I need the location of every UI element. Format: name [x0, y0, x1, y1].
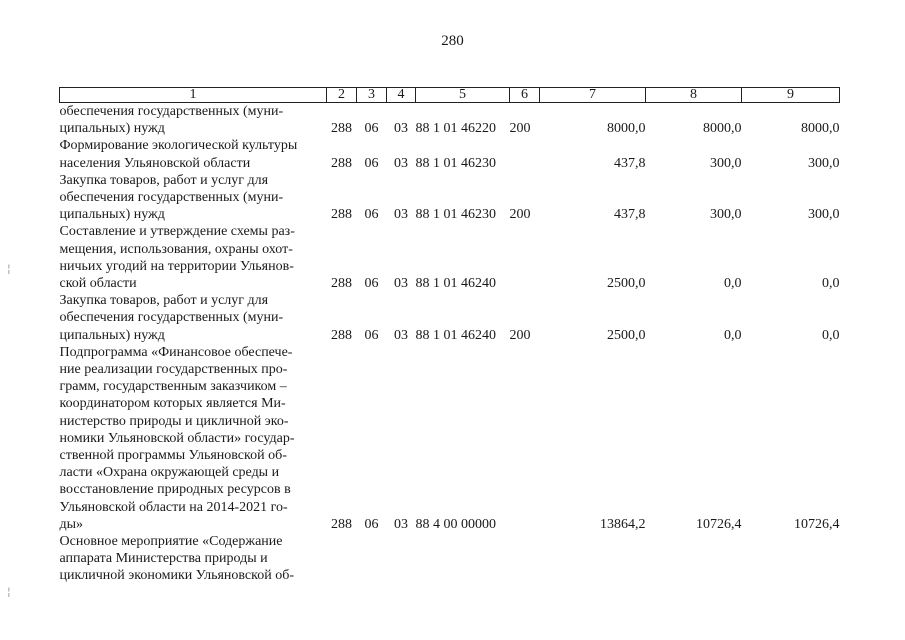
description-line: Составление и утверждение схемы раз-: [59, 224, 295, 240]
column-header-7: 7: [540, 88, 646, 103]
cell-c6: 200: [509, 207, 531, 223]
description-line: ничьих угодий на территории Ульянов-: [59, 258, 294, 274]
cell-c4: 03: [394, 327, 408, 343]
description-line: населения Ульяновской области: [59, 155, 251, 171]
cell-c2: 288: [331, 207, 352, 223]
description-line: Формирование экологической культуры: [59, 138, 298, 154]
table-row: [60, 103, 840, 138]
cell-c9: 8000,0: [801, 121, 840, 137]
cell-c7: 437,8: [614, 155, 646, 171]
cell-c2: 288: [331, 516, 352, 532]
description-line: ственной программы Ульяновской об-: [59, 448, 287, 464]
description-line: Подпрограмма «Финансовое обеспече-: [59, 344, 293, 360]
cell-c4: 03: [394, 121, 408, 137]
cell-c6: [510, 137, 540, 171]
description-line: координатором которых является Ми-: [59, 396, 286, 412]
column-header-9: 9: [742, 88, 840, 103]
description-line: Ульяновской области на 2014-2021 го-: [59, 499, 288, 515]
header-row: [60, 88, 840, 103]
cell-c3: 06: [364, 121, 379, 137]
cell-c3: 06: [364, 207, 379, 223]
description-line: Основное мероприятие «Содержание: [59, 534, 283, 550]
column-header-1: 1: [60, 88, 327, 103]
cell-c6: [510, 223, 540, 292]
column-header-3: 3: [357, 88, 387, 103]
cell-c8: [646, 533, 742, 585]
row-description: [60, 344, 327, 533]
description-line: нистерство природы и цикличной эко-: [59, 413, 289, 429]
row-description: [60, 292, 327, 344]
table-body: [60, 103, 840, 585]
description-line: ской области: [59, 276, 137, 292]
cell-c8: 10726,4: [696, 516, 742, 532]
description-line: ципальных) нужд: [59, 207, 165, 223]
cell-c2: 288: [331, 155, 352, 171]
row-description: [60, 137, 327, 171]
description-line: восстановление природных ресурсов в: [59, 482, 291, 498]
description-line: мещения, использования, охраны охот-: [59, 241, 293, 257]
cell-c5: 88 1 01 46230: [415, 155, 496, 171]
description-line: грамм, государственным заказчиком –: [59, 379, 287, 395]
table-row: [60, 344, 840, 533]
cell-c7: 8000,0: [607, 121, 646, 137]
cell-c9: 0,0: [822, 276, 840, 292]
cell-c3: 06: [364, 155, 379, 171]
cell-c6: 200: [509, 327, 531, 343]
cell-c2: 288: [331, 327, 352, 343]
row-description: [60, 533, 327, 585]
cell-c8: 8000,0: [703, 121, 742, 137]
cell-c7: 2500,0: [607, 327, 646, 343]
column-header-5: 5: [416, 88, 510, 103]
cell-c5: 88 1 01 46220: [415, 121, 496, 137]
column-header-4: 4: [387, 88, 416, 103]
description-line: ласти «Охрана окружающей среды и: [59, 465, 280, 481]
cell-c6: 200: [509, 121, 531, 137]
table-row: [60, 137, 840, 171]
cell-c4: [387, 533, 416, 585]
table-row: [60, 533, 840, 585]
description-line: Закупка товаров, работ и услуг для: [59, 172, 269, 188]
cell-c9: 300,0: [808, 207, 840, 223]
cell-c3: [357, 533, 387, 585]
cell-c9: 300,0: [808, 155, 840, 171]
cell-c7: 13864,2: [600, 516, 646, 532]
cell-c7: 2500,0: [607, 276, 646, 292]
cell-c3: 06: [364, 327, 379, 343]
description-line: ципальных) нужд: [59, 327, 165, 343]
cell-c9: [742, 533, 840, 585]
cell-c4: 03: [394, 207, 408, 223]
description-line: ды»: [59, 516, 84, 532]
description-line: обеспечения государственных (муни-: [59, 310, 284, 326]
description-line: Закупка товаров, работ и услуг для: [59, 293, 269, 309]
cell-c9: 0,0: [822, 327, 840, 343]
column-header-2: 2: [327, 88, 357, 103]
cell-c7: [540, 533, 646, 585]
cell-c8: 300,0: [710, 155, 742, 171]
cell-c5: 88 1 01 46230: [415, 207, 496, 223]
description-line: цикличной экономики Ульяновской об-: [59, 568, 295, 584]
cell-c8: 300,0: [710, 207, 742, 223]
row-description: [60, 103, 327, 138]
cell-c5: [416, 533, 510, 585]
cell-c4: 03: [394, 276, 408, 292]
cell-c5: 88 1 01 46240: [415, 327, 496, 343]
cell-c8: 0,0: [724, 276, 742, 292]
description-line: ципальных) нужд: [59, 121, 165, 137]
scan-mark: ¦: [7, 585, 11, 598]
cell-c3: 06: [364, 516, 379, 532]
cell-c6: [510, 344, 540, 533]
cell-c3: 06: [364, 276, 379, 292]
cell-c2: 288: [331, 276, 352, 292]
cell-c8: 0,0: [724, 327, 742, 343]
cell-c2: [327, 533, 357, 585]
description-line: номики Ульяновской области» государ-: [59, 430, 295, 446]
cell-c5: 88 1 01 46240: [415, 276, 496, 292]
column-header-8: 8: [646, 88, 742, 103]
cell-c9: 10726,4: [794, 516, 840, 532]
cell-c2: 288: [331, 121, 352, 137]
page-number: 280: [441, 33, 464, 49]
row-description: [60, 172, 327, 224]
description-line: обеспечения государственных (муни-: [59, 190, 284, 206]
description-line: обеспечения государственных (муни-: [59, 104, 284, 119]
table-row: [60, 172, 840, 224]
description-line: аппарата Министерства природы и: [59, 551, 268, 567]
description-line: ние реализации государственных про-: [59, 362, 288, 378]
cell-c4: 03: [394, 155, 408, 171]
row-description: [60, 223, 327, 292]
table-row: [60, 223, 840, 292]
cell-c4: 03: [394, 516, 408, 532]
cell-c7: 437,8: [614, 207, 646, 223]
cell-c6: [510, 533, 540, 585]
budget-table: [59, 87, 840, 585]
column-header-6: 6: [510, 88, 540, 103]
scan-mark: ¦: [7, 262, 11, 275]
table-row: [60, 292, 840, 344]
cell-c5: 88 4 00 00000: [415, 516, 496, 532]
